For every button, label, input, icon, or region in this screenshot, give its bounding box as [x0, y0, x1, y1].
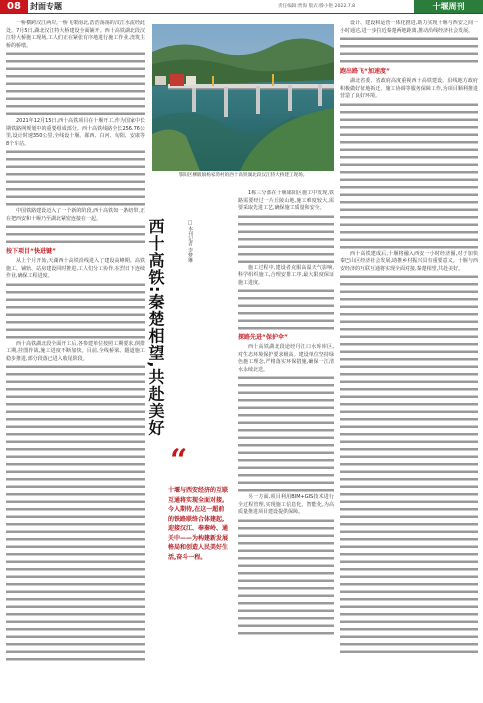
paragraph: 设计、建设和运营一体化推进,助力实现十堰与西安之间一小时通达,进一步拉近秦楚两地距离,推动沿线经济社会发展。 — [340, 20, 478, 34]
text-placeholder — [238, 374, 334, 494]
section-title: 封面专题 — [30, 2, 62, 11]
subheading: 按下项目“快进键” — [6, 248, 56, 255]
text-column-1 — [6, 20, 145, 698]
byline: □本刊记者 李梦琳 — [187, 220, 193, 263]
text-placeholder — [238, 213, 334, 265]
text-placeholder — [6, 223, 145, 245]
paragraph: 西十高铁湖北段全面开工后,各参建单位按照工期要求,倒排工期,挂图作战,施工进度不断加快。目前,全线桥梁、隧道施工稳步推进,部分段落已进入收尾阶段。 — [6, 340, 145, 362]
paragraph: 一桥横跨汉江两岸,一桥飞架南北,浩浩荡荡的汉江水流经此处。7月5日,湖北汉江特大桥建设全面铺开。西十高铁湖北段汉江特大桥施工现场,工人们正在紧张有序地进行施工作业,浇筑主桥的桥墩。 — [6, 20, 145, 49]
text-placeholder — [340, 101, 478, 251]
paragraph: 中国铁路建设迈入了一个新的阶段,西十高铁如一条纽带,正在把西安和十堰乃至湖北紧密连接在一起。 — [6, 208, 145, 222]
paragraph: 西十高铁建成后,十堰将融入西安一小时经济圈,对于加快秦巴山区经济社会发展,助推乡村振兴具有重要意义。十堰与西安经济的互联互通将实现全面对接,秦楚相望,共赴美好。 — [340, 250, 478, 272]
text-placeholder — [340, 35, 478, 65]
article-headline: 西十高铁:秦楚相望,共赴美好 — [146, 218, 165, 437]
paragraph: 施工过程中,建设者克服高温天气影响,科学组织施工,合理安排工序,最大限度保证施工进度。 — [238, 264, 334, 286]
editor-credits: 责任编辑:贾海 版式:滕小艳 2022.7.8 — [278, 4, 356, 9]
paragraph: 另一方面,项目利用BIM+GIS技术进行全过程管理,实现施工信息化、智能化,为高质量推进项目建设提供保障。 — [238, 494, 334, 515]
subheading: 跑出路飞“加速度” — [340, 68, 390, 75]
text-placeholder — [6, 148, 145, 208]
photo-caption: 鄂阳区柳陂镇杨家湾村的西十高铁湖北段汉江特大桥建工现场。 — [178, 173, 308, 178]
quote-mark-icon: “ — [170, 443, 188, 478]
text-placeholder — [6, 281, 145, 341]
text-placeholder — [6, 363, 145, 663]
text-placeholder — [238, 287, 334, 331]
paragraph: 2021年12月15日,西十高铁项目在十堰开工,作为国家中长期铁路网规划中的重要组成部分。西十高铁线路全长256.76公里,设计时速350公里,全线设十堰、郧西、白河、旬阳、安康等8个车站。 — [6, 118, 145, 147]
text-placeholder — [6, 50, 145, 118]
bridge-construction-photo — [152, 24, 334, 171]
pull-quote: 十堰与西安经济的互联互通将实现全面对接。今人期待,在这一超前的铁路联络合体建起,迎接汉江、奉秦岭、通关中——为构建新发展格局和创造人民美好生活,奋斗一程。 — [168, 487, 229, 561]
paragraph: 湖北省委、省政府高度重视西十高铁建设。沿线地方政府积极做好征地拆迁、施工协调等服务保障工作,为项目顺利推进营造了良好环境。 — [340, 78, 478, 99]
text-placeholder — [340, 273, 478, 653]
page-number: 08 — [0, 0, 28, 13]
text-column-3 — [340, 20, 478, 698]
text-placeholder — [238, 517, 334, 637]
paragraph: 西十高铁湖北段途经丹江口水库库区,对生态环境保护要求极高。建设单位坚持绿色施工理念,严格落实环保措施,确保一江清水永续北送。 — [238, 344, 334, 373]
publication-brand: 十堰周刊 — [414, 0, 483, 13]
text-column-2 — [238, 190, 334, 698]
paragraph: 1栋三分部在十堰郧阳区施工中发现,铁路需要经过一片丘陵山地,施工难度较大,需要采取先进工艺,确保施工质量和安全。 — [238, 190, 334, 211]
subheading: 探路先进“保护伞” — [238, 334, 288, 341]
header-divider — [0, 13, 483, 14]
paragraph: 从上个月开始,天湖西十高铁沿线进入了建设高峰期。高铁施工、铺轨、站房建设同时推进,工人们分工协作,在烈日下连续作业,确保工程进度。 — [6, 258, 145, 279]
